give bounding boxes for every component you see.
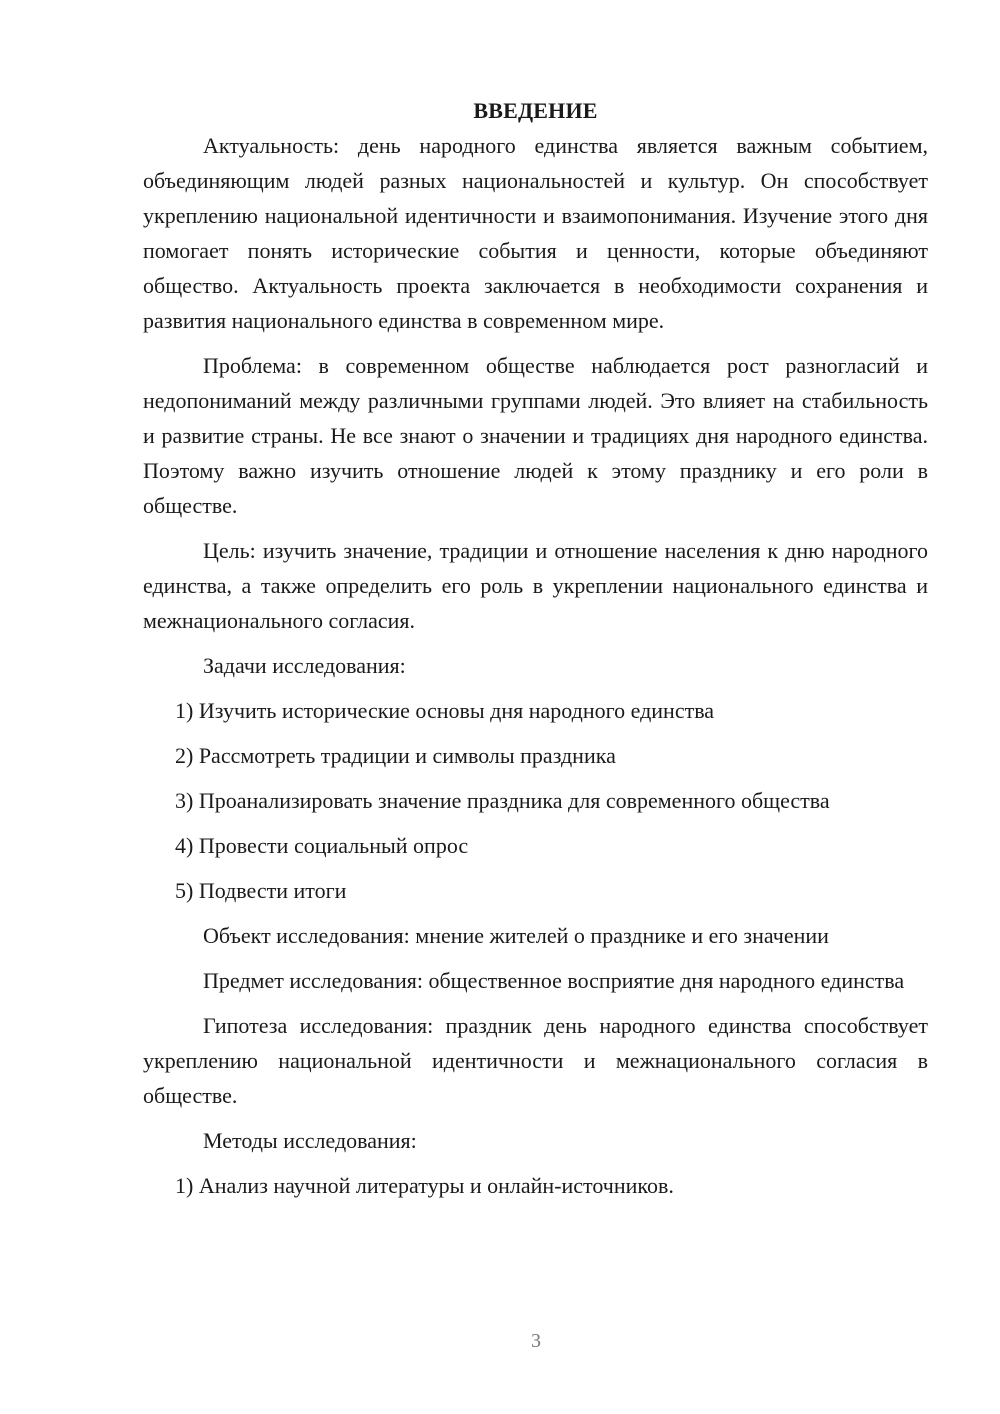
tasks-heading: Задачи исследования: (203, 653, 406, 678)
list-item: 1) Изучить исторические основы дня народного единства (175, 698, 715, 723)
list-item: 5) Подвести итоги (175, 878, 347, 903)
methods-list (143, 1168, 928, 1203)
problem-paragraph: Проблема: в современном обществе наблюдается рост разногласий и недопониманий между различными группами людей. Это влияет на стабильность и развитие страны. Не все знают о значении и традициях дня народного единства. Поэтому важно изучить отношение людей к этому празднику и его роли в обществе. (143, 353, 928, 518)
list-item: 1) Анализ научной литературы и онлайн-источников. (175, 1173, 674, 1198)
page-number: 3 (531, 1330, 541, 1352)
methods-heading: Методы исследования: (203, 1128, 417, 1153)
page-title: ВВЕДЕНИЕ (473, 98, 598, 123)
relevance-paragraph: Актуальность: день народного единства является важным событием, объединяющим людей разных национальностей и культур. Он способствует укреплению национальной идентичности и взаимопонимания. Изучение этого дня помогает понять исторические события и ценности, которые объединяют общество. Актуальность проекта заключается в необходимости сохранения и развития национального единства в современном мире. (143, 133, 928, 333)
tasks-list (143, 693, 928, 908)
subject-paragraph: Предмет исследования: общественное восприятие дня народного единства (203, 968, 905, 993)
list-item: 4) Провести социальный опрос (175, 833, 469, 858)
hypothesis-paragraph: Гипотеза исследования: праздник день народного единства способствует укреплению национальной идентичности и межнационального согласия в обществе. (143, 1013, 928, 1108)
goal-paragraph: Цель: изучить значение, традиции и отношение населения к дню народного единства, а также определить его роль в укреплении национального единства и межнационального согласия. (143, 538, 928, 633)
object-paragraph: Объект исследования: мнение жителей о празднике и его значении (203, 923, 829, 948)
list-item: 3) Проанализировать значение праздника для современного общества (175, 788, 830, 813)
list-item: 2) Рассмотреть традиции и символы праздника (175, 743, 616, 768)
document-page (143, 93, 928, 1213)
